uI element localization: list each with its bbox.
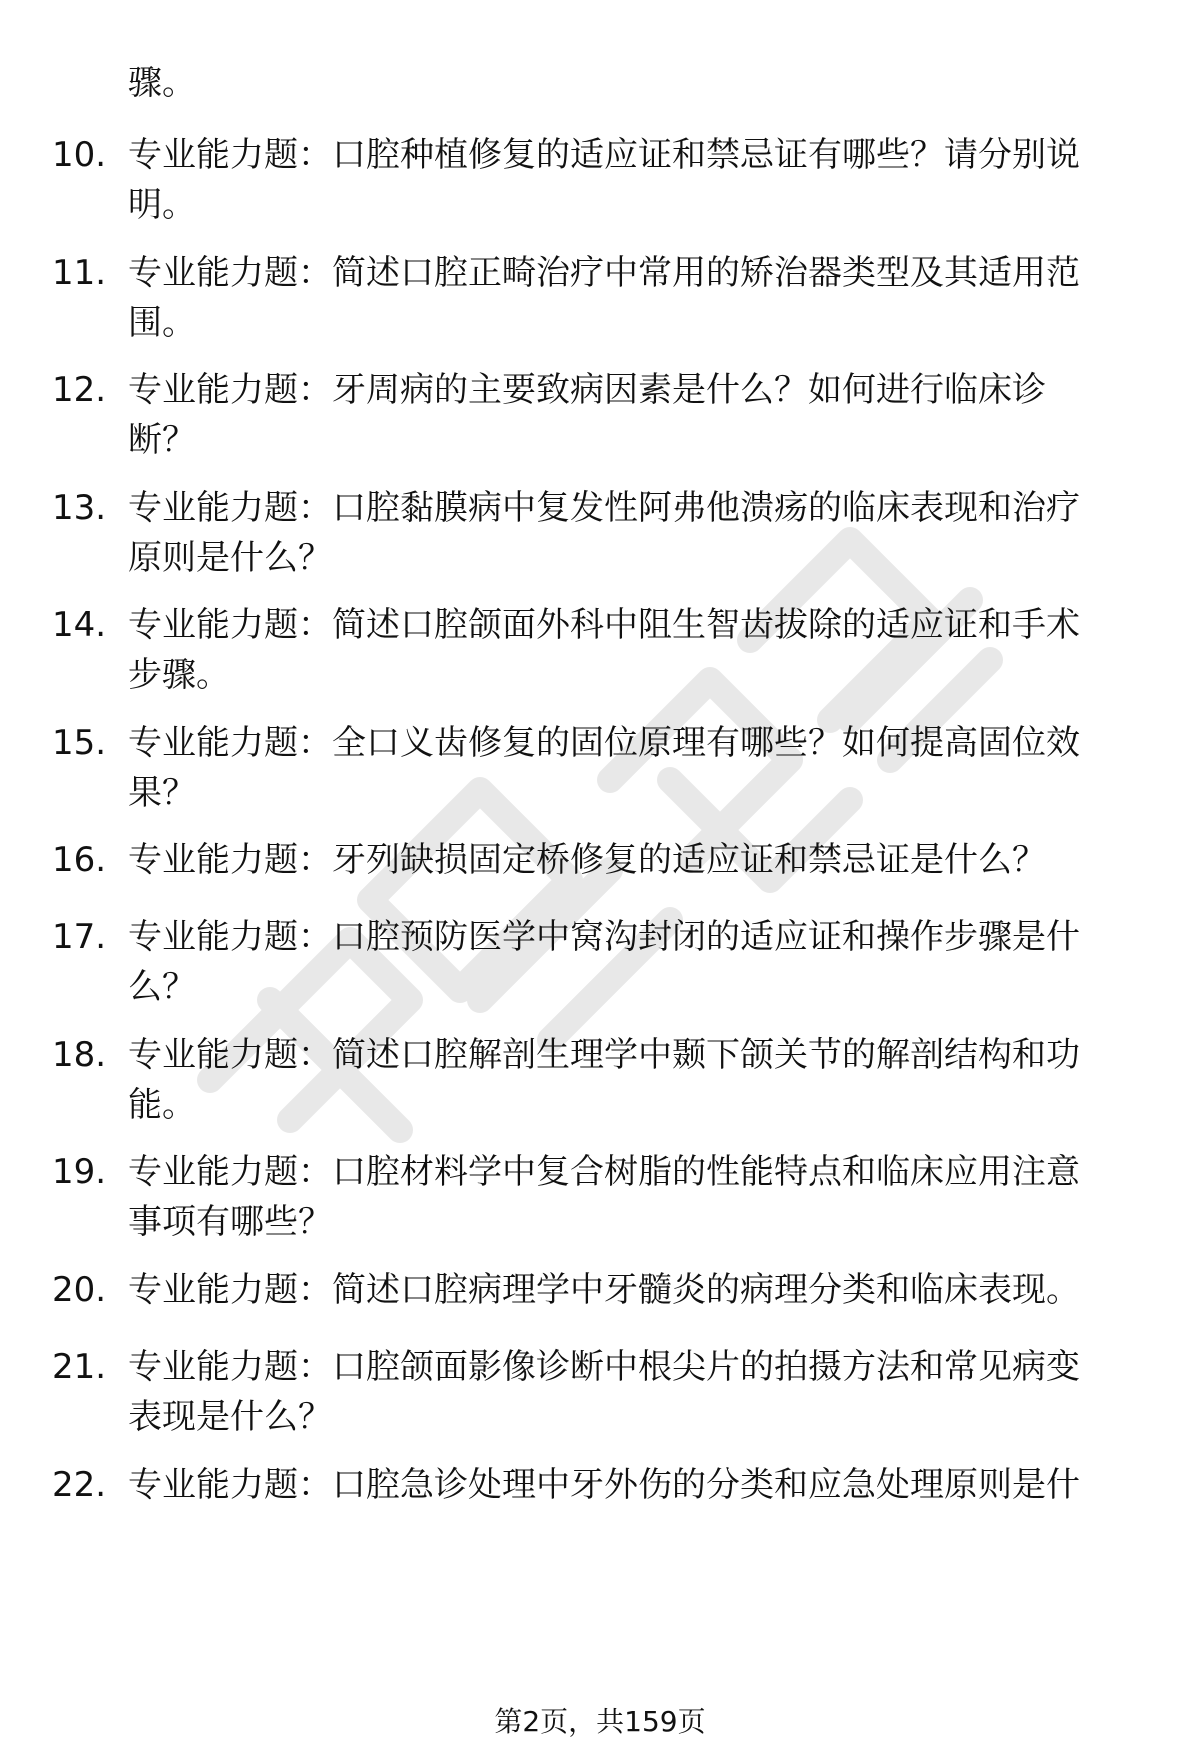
question-text-line: 围。 (128, 303, 196, 343)
question-number: 14. (52, 605, 107, 645)
question-text-line: 专业能力题：牙周病的主要致病因素是什么？如何进行临床诊 (128, 370, 1046, 410)
question-text-line: 么？ (128, 967, 196, 1007)
question-item (0, 600, 1200, 700)
question-text-line: 专业能力题：简述口腔正畸治疗中常用的矫治器类型及其适用范 (128, 253, 1080, 293)
question-item (0, 912, 1200, 1012)
question-text-line: 专业能力题：口腔预防医学中窝沟封闭的适应证和操作步骤是什 (128, 917, 1080, 957)
question-number: 13. (52, 488, 107, 528)
question-item (0, 1030, 1200, 1130)
question-text-line: 专业能力题：口腔材料学中复合树脂的性能特点和临床应用注意 (128, 1152, 1080, 1192)
question-item (0, 1460, 1200, 1560)
question-text-line: 专业能力题：全口义齿修复的固位原理有哪些？如何提高固位效 (128, 723, 1080, 763)
question-text-line: 果？ (128, 773, 196, 813)
question-number: 10. (52, 135, 107, 175)
page-number-footer: 第2页，共159页 (494, 1705, 706, 1738)
question-text-line: 专业能力题：牙列缺损固定桥修复的适应证和禁忌证是什么？ (128, 840, 1046, 880)
question-text-line: 专业能力题：口腔急诊处理中牙外伤的分类和应急处理原则是什 (128, 1465, 1080, 1505)
question-number: 18. (52, 1035, 107, 1075)
question-text-line: 事项有哪些？ (128, 1202, 332, 1242)
question-number: 11. (52, 253, 107, 293)
question-text-line: 专业能力题：口腔黏膜病中复发性阿弗他溃疡的临床表现和治疗 (128, 488, 1080, 528)
question-number: 15. (52, 723, 107, 763)
question-text-line: 步骤。 (128, 655, 230, 695)
question-item (0, 130, 1200, 230)
question-number: 22. (52, 1465, 107, 1505)
question-number: 12. (52, 370, 107, 410)
question-text-line: 专业能力题：简述口腔颌面外科中阻生智齿拔除的适应证和手术 (128, 605, 1080, 645)
question-text-line: 原则是什么？ (128, 538, 332, 578)
question-item (0, 365, 1200, 465)
question-item (0, 718, 1200, 818)
question-text-line: 专业能力题：口腔种植修复的适应证和禁忌证有哪些？请分别说 (128, 135, 1080, 175)
question-number: 21. (52, 1347, 107, 1387)
question-number: 16. (52, 840, 107, 880)
question-text-line: 断？ (128, 420, 196, 460)
question-item (0, 1342, 1200, 1442)
question-number: 20. (52, 1270, 107, 1310)
question-number: 17. (52, 917, 107, 957)
continuation-text: 骤。 (128, 63, 196, 103)
question-item (0, 248, 1200, 348)
question-text-line: 明。 (128, 185, 196, 225)
question-item (0, 1147, 1200, 1247)
question-text-line: 能。 (128, 1085, 196, 1125)
question-text-line: 专业能力题：口腔颌面影像诊断中根尖片的拍摄方法和常见病变 (128, 1347, 1080, 1387)
question-text-line: 专业能力题：简述口腔解剖生理学中颞下颌关节的解剖结构和功 (128, 1035, 1080, 1075)
question-item (0, 483, 1200, 583)
question-text-line: 表现是什么？ (128, 1397, 332, 1437)
question-number: 19. (52, 1152, 107, 1192)
question-text-line: 专业能力题：简述口腔病理学中牙髓炎的病理分类和临床表现。 (128, 1270, 1080, 1310)
